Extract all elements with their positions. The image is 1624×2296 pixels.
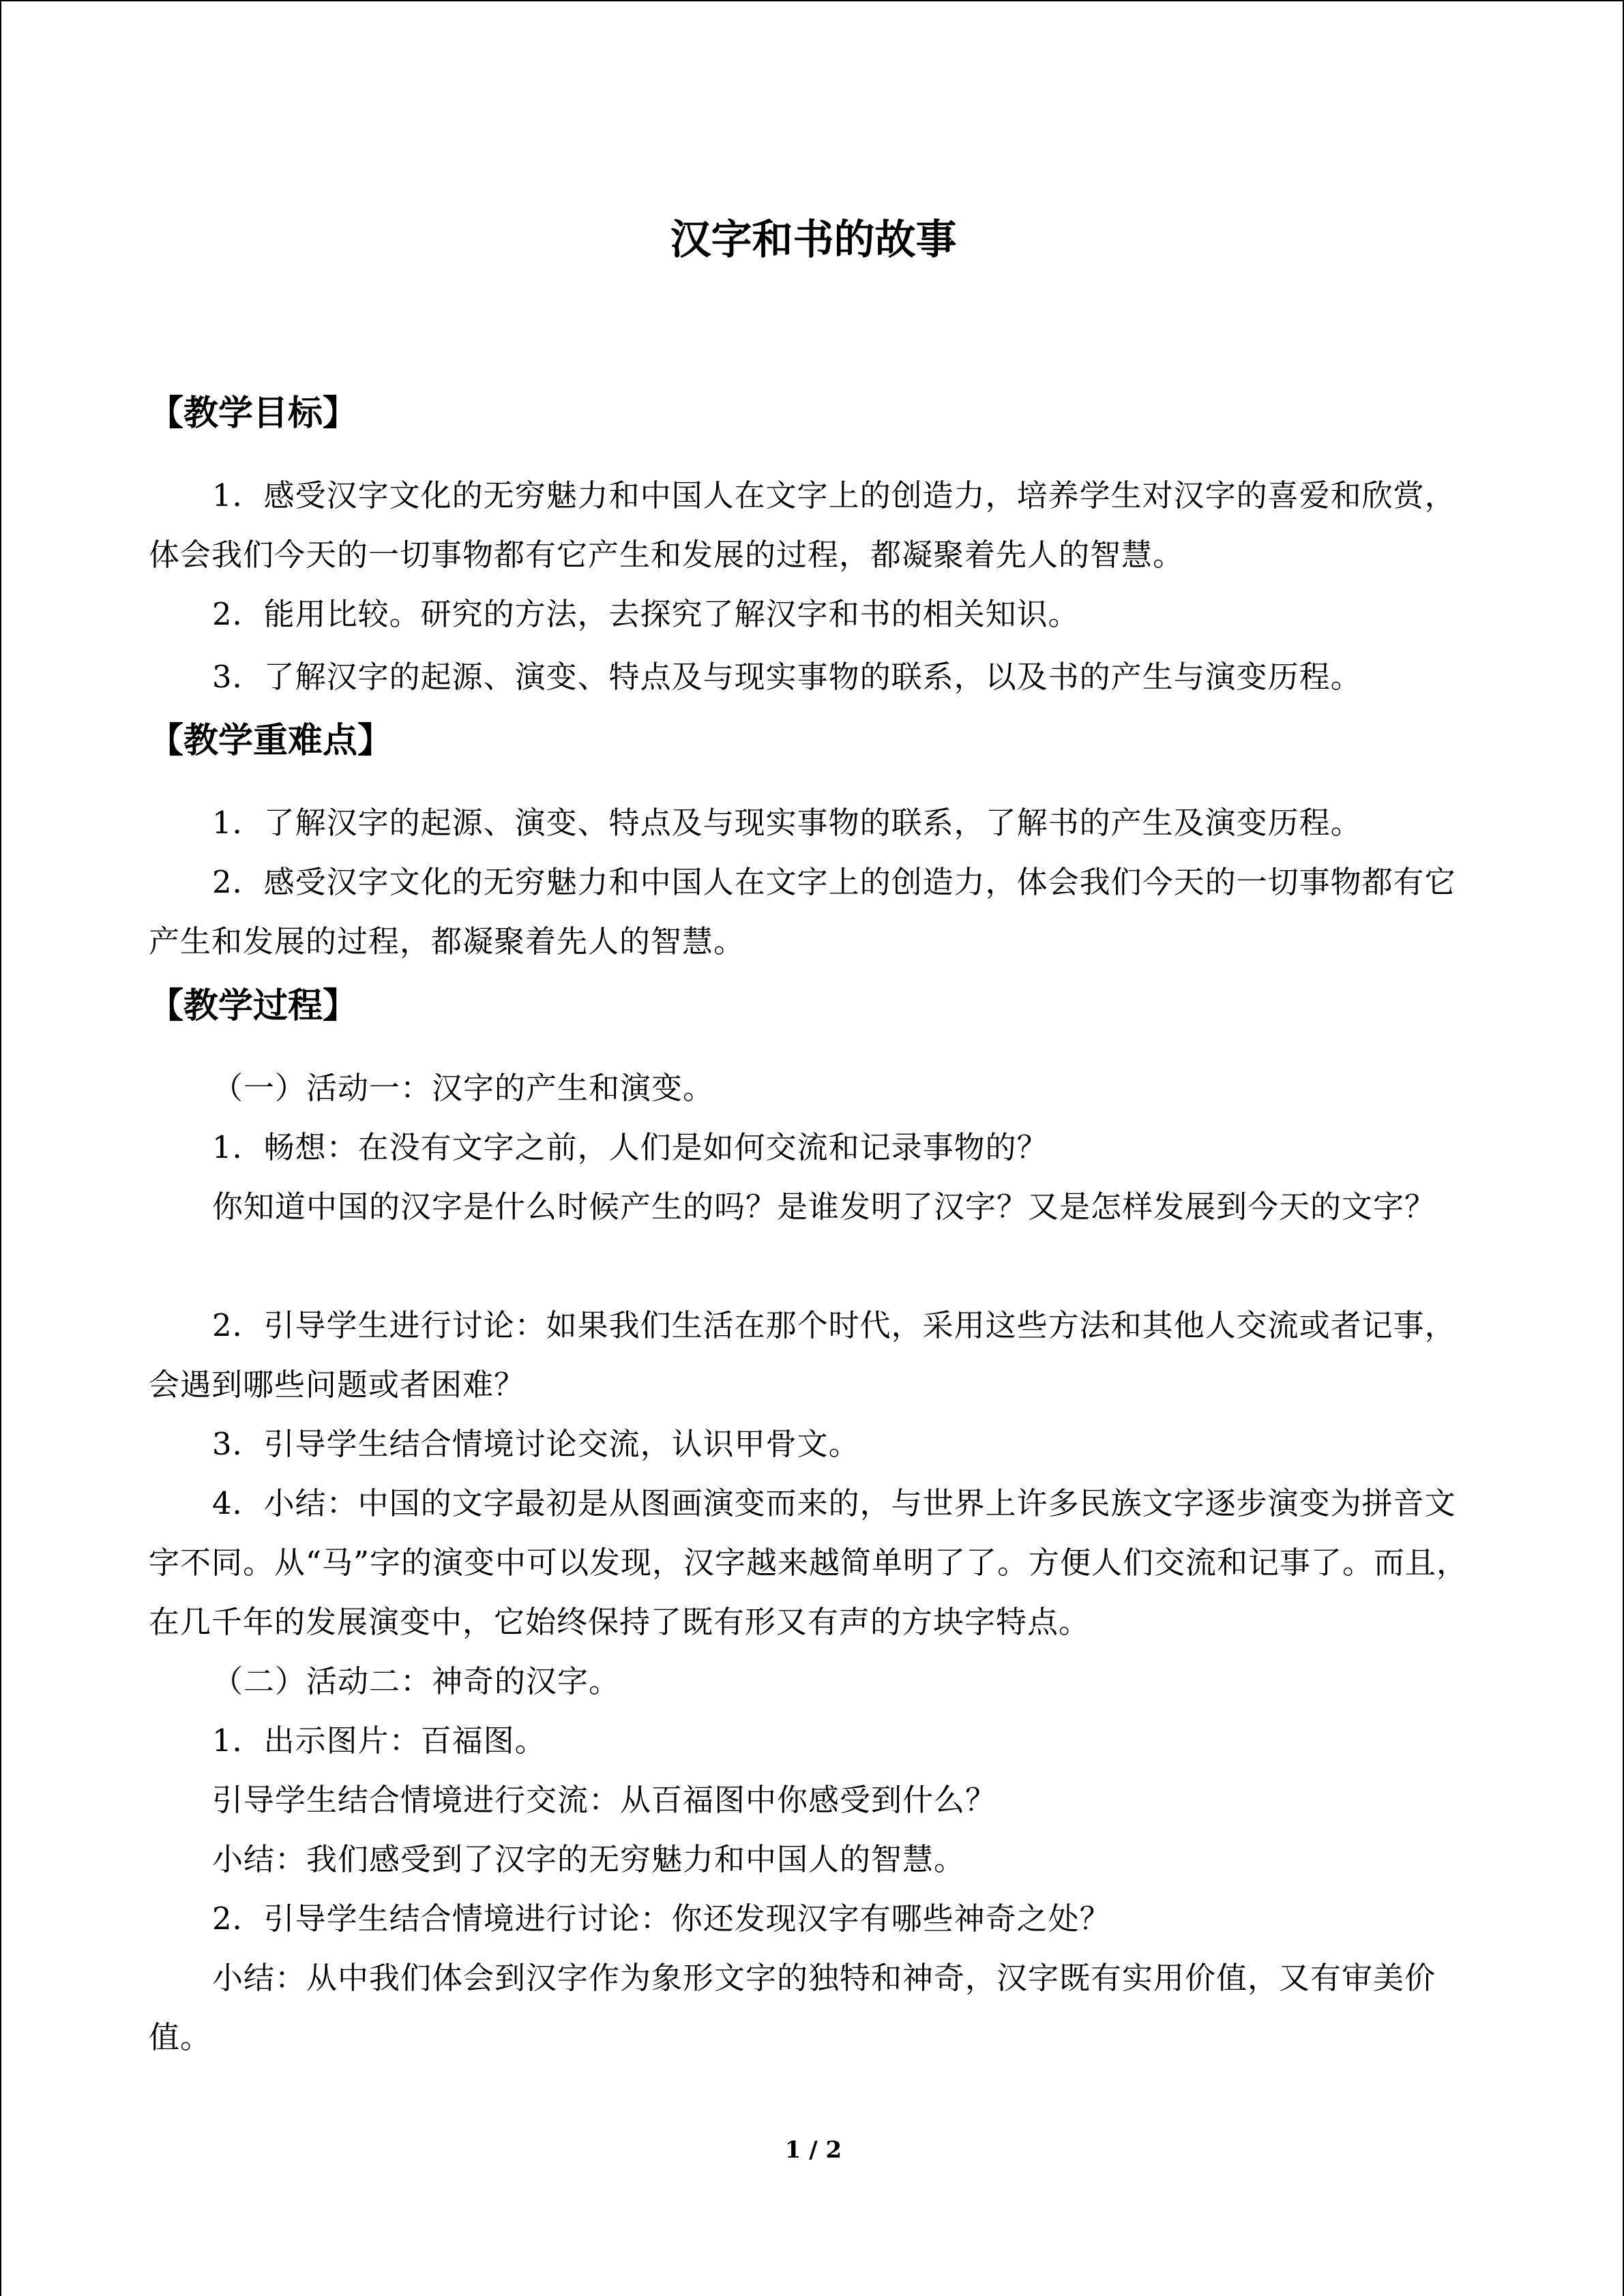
process-paragraph-12: 小结：从中我们体会到汉字作为象形文字的独特和神奇，汉字既有实用价值，又有审美价值。: [149, 1960, 1436, 2055]
process-paragraph-5: 3．引导学生结合情境讨论交流，认识甲骨文。: [212, 1426, 860, 1462]
process-paragraph-11: 2．引导学生结合情境进行讨论：你还发现汉字有哪些神奇之处？: [212, 1900, 1111, 1937]
objectives-paragraph-2: 2．能用比较。研究的方法，去探究了解汉字和书的相关知识。: [212, 596, 1080, 632]
process-paragraph-8: 1．出示图片：百福图。: [212, 1723, 546, 1759]
process-paragraph-3: 你知道中国的汉字是什么时候产生的吗？是谁发明了汉字？又是怎样发展到今天的文字？: [212, 1189, 1436, 1225]
document-title: 汉字和书的故事: [670, 216, 957, 264]
key-points-paragraph-2: 2．感受汉字文化的无穷魅力和中国人在文字上的创造力，体会我们今天的一切事物都有它产生和发展的过程，都凝聚着先人的智慧。: [149, 864, 1456, 959]
process-paragraph-6: 4．小结：中国的文字最初是从图画演变而来的，与世界上许多民族文字逐步演变为拼音文字不同。从“马”字的演变中可以发现，汉字越来越简单明了了。方便人们交流和记事了。而且，在几千年的发展演变中，它始终保持了既有形又有声的方块字特点。: [149, 1485, 1468, 1640]
section-heading-objectives: 【教学目标】: [149, 393, 358, 434]
process-paragraph-2: 1．畅想：在没有文字之前，人们是如何交流和记录事物的？: [212, 1129, 1048, 1165]
process-paragraph-4: 2．引导学生进行讨论：如果我们生活在那个时代，采用这些方法和其他人交流或者记事，会遇到哪些问题或者困难？: [149, 1307, 1456, 1403]
key-points-paragraph-1: 1．了解汉字的起源、演变、特点及与现实事物的联系，了解书的产生及演变历程。: [212, 805, 1362, 841]
section-heading-key-points: 【教学重难点】: [149, 721, 393, 761]
process-paragraph-9: 引导学生结合情境进行交流：从百福图中你感受到什么？: [212, 1782, 997, 1818]
objectives-paragraph-3: 3．了解汉字的起源、演变、特点及与现实事物的联系，以及书的产生与演变历程。: [212, 659, 1362, 695]
objectives-paragraph-1: 1．感受汉字文化的无穷魅力和中国人在文字上的创造力，培养学生对汉字的喜爱和欣赏，体会我们今天的一切事物都有它产生和发展的过程，都凝聚着先人的智慧。: [149, 477, 1456, 573]
page-number: 1 / 2: [784, 2136, 842, 2164]
process-paragraph-7: （二）活动二：神奇的汉字。: [212, 1663, 621, 1699]
process-paragraph-1: （一）活动一：汉字的产生和演变。: [212, 1070, 715, 1106]
process-paragraph-10: 小结：我们感受到了汉字的无穷魅力和中国人的智慧。: [212, 1841, 966, 1877]
section-heading-process: 【教学过程】: [149, 986, 358, 1026]
